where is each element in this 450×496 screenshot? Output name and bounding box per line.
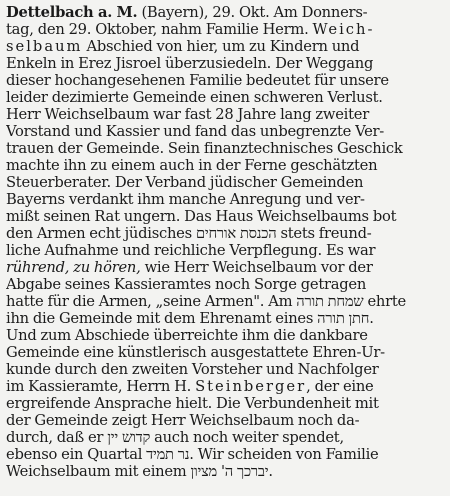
line-text: leider dezimierte Gemeinde einen schweren Verlust. xyxy=(6,89,383,106)
line-text: kunde durch den zweiten Vorsteher und Nachfolger xyxy=(6,361,379,378)
line-text: mißt seinen Rat ungern. Das Haus Weichselbaums bot xyxy=(6,208,397,225)
line-text: Bayerns verdankt ihm manche Anregung und ver- xyxy=(6,191,365,208)
line-text: . xyxy=(369,310,374,327)
hebrew-term: הכנסת אורחים xyxy=(195,225,277,242)
italic-phrase: rührend, zu hören, xyxy=(6,259,141,276)
line-text: liche Aufnahme und reichliche Verpflegung. Es war xyxy=(6,242,376,259)
hebrew-term: שמחת תורה xyxy=(296,293,364,310)
line-text: im Kassieramte, Herrn H. xyxy=(6,378,196,395)
line-text: , der eine xyxy=(306,378,374,395)
emphasized-name: Steinberger xyxy=(195,378,307,395)
line-text: trauen der Gemeinde. Sein finanztechnisches Geschick xyxy=(6,140,403,157)
line-text: Enkeln in Erez Jisroel überzusiedeln. Der Weggang xyxy=(6,55,374,72)
line-text: wie Herr Weichselbaum vor der xyxy=(140,259,373,276)
emphasized-name: selbaum xyxy=(6,38,83,55)
line-text: ergreifende Ansprache hielt. Die Verbundenheit mit xyxy=(6,395,379,412)
line-text: Weichselbaum mit einem xyxy=(6,463,191,480)
line-text: hatte für die Armen, „seine Armen". Am xyxy=(6,293,297,310)
line-text: . xyxy=(268,463,273,480)
line-text: Abschied von hier, um zu Kindern und xyxy=(82,38,360,55)
newspaper-article xyxy=(6,0,444,496)
line-text: Gemeinde eine künstlerisch ausgestattete Ehren-Ur- xyxy=(6,344,385,361)
line-text: den Armen echt jüdisches xyxy=(6,225,196,242)
line-text: machte ihn zu einem auch in der Ferne geschätzten xyxy=(6,157,378,174)
emphasized-name: Weich- xyxy=(312,21,375,38)
line-text: Herr Weichselbaum war fast 28 Jahre lang zweiter xyxy=(6,106,369,123)
line-text: tag, den 29. Oktober, nahm Familie Herm. xyxy=(6,21,313,38)
line-text: der Gemeinde zeigt Herr Weichselbaum noch da- xyxy=(6,412,360,429)
line-text: ehrte xyxy=(363,293,406,310)
dateline-place: Dettelbach a. M. xyxy=(6,4,138,21)
line-text: Abgabe seines Kassieramtes noch Sorge getragen xyxy=(6,276,367,293)
line-text: stets freund- xyxy=(276,225,372,242)
line-text: ebenso ein Quartal xyxy=(6,446,147,463)
line-text: dieser hochangesehenen Familie bedeutet für unsere xyxy=(6,72,389,89)
line-text: . Wir scheiden von Familie xyxy=(189,446,379,463)
line-text: Und zum Abschiede überreichte ihm die dankbare xyxy=(6,327,368,344)
hebrew-term: חתן תורה xyxy=(317,310,370,327)
line-text: Steuerberater. Der Verband jüdischer Gemeinden xyxy=(6,174,364,191)
line-text: durch, daß er xyxy=(6,429,108,446)
hebrew-term: יין xyxy=(107,429,118,446)
article-line xyxy=(6,462,444,481)
line-text: Vorstand und Kassier und fand das unbegrenzte Ver- xyxy=(6,123,385,140)
line-text: ihn die Gemeinde mit dem Ehrenamt eines xyxy=(6,310,318,327)
hebrew-term: קדוש xyxy=(121,429,151,446)
line-text: (Bayern), 29. Okt. Am Donners- xyxy=(137,4,368,21)
hebrew-term: נר תמיד xyxy=(146,446,190,463)
line-text: auch noch weiter spendet, xyxy=(150,429,344,446)
hebrew-term: יברכך ה' מציון xyxy=(190,463,269,480)
